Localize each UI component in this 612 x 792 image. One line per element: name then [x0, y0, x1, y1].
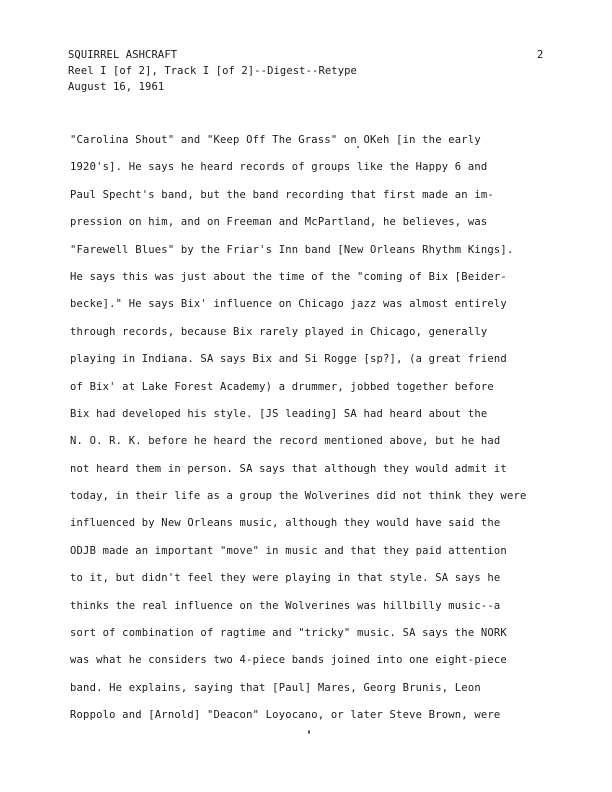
text-line: "Carolina Shout" and "Keep Off The Grass" on OKeh [in the early: [70, 134, 481, 146]
text-line: today, in their life as a group the Wolverines did not think they were: [70, 490, 527, 503]
text-line: He says this was just about the time of the "coming of Bix [Beider-: [70, 270, 507, 283]
text-line: band. He explains, saying that [Paul] Mares, Georg Brunis, Leon: [70, 681, 481, 694]
header-title: SQUIRREL ASHCRAFT: [68, 49, 178, 61]
text-line: not heard them in person. SA says that although they would admit it: [70, 462, 507, 475]
text-line: was what he considers two 4-piece bands joined into one eight-piece: [70, 654, 507, 667]
header-reel-track: Reel I [of 2], Track I [of 2]--Digest--Retype: [68, 65, 357, 77]
text-line: playing in Indiana. SA says Bix and Si Rogge [sp?], (a great friend: [70, 353, 507, 366]
text-line: "Farewell Blues" by the Friar's Inn band [New Orleans Rhythm Kings].: [70, 243, 514, 256]
document-header: [68, 47, 357, 95]
text-line: of Bix' at Lake Forest Academy) a drummer, jobbed together before: [70, 380, 494, 393]
text-line: to it, but didn't feel they were playing in that style. SA says he: [70, 572, 501, 585]
text-line: thinks the real influence on the Wolverines was hillbilly music--a: [70, 599, 501, 612]
page-number: 2: [537, 49, 544, 61]
text-line: N. O. R. K. before he heard the record mentioned above, but he had: [70, 435, 501, 448]
text-line: pression on him, and on Freeman and McPartland, he believes, was: [70, 216, 488, 229]
text-line: becke]." He says Bix' influence on Chicago jazz was almost entirely: [70, 298, 507, 311]
text-line: 1920's]. He says he heard records of groups like the Happy 6 and: [70, 161, 488, 174]
header-date: August 16, 1961: [68, 81, 165, 93]
text-line: Roppolo and [Arnold] "Deacon" Loyocano, or later Steve Brown, were: [70, 709, 501, 722]
text-line: sort of combination of ragtime and "tricky" music. SA says the NORK: [70, 627, 507, 640]
text-line: Paul Specht's band, but the band recording that first made an im-: [70, 188, 494, 201]
body-text: [70, 127, 575, 730]
scan-speck: [357, 146, 359, 148]
text-line: influenced by New Orleans music, although they would have said the: [70, 517, 501, 530]
text-line: through records, because Bix rarely played in Chicago, generally: [70, 325, 488, 338]
text-line: ODJB made an important "move" in music and that they paid attention: [70, 544, 507, 557]
text-line: Bix had developed his style. [JS leading] SA had heard about the: [70, 407, 488, 420]
scan-speck: [308, 730, 310, 734]
